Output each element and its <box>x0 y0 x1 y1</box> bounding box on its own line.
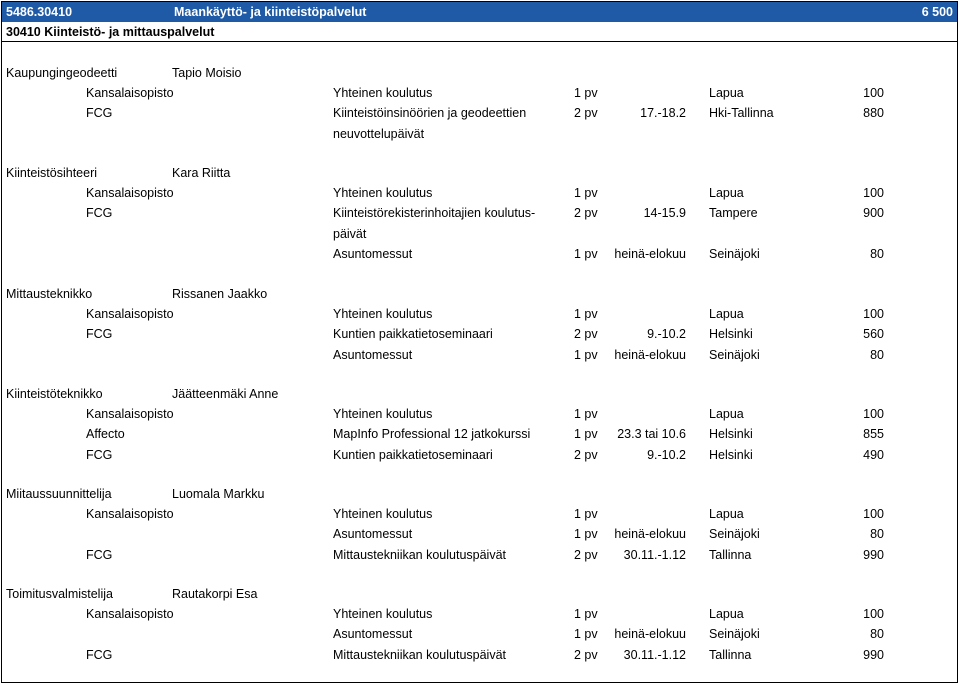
course-cell: Asuntomessut <box>333 246 413 261</box>
course-cell: MapInfo Professional 12 jatkokurssi <box>333 427 531 442</box>
cost-cell: 880 <box>863 106 884 121</box>
provider-cell: FCG <box>86 106 113 121</box>
person-name: Kara Riitta <box>172 166 231 180</box>
cost-cell: 855 <box>863 427 884 442</box>
course-cell: Yhteinen koulutus <box>333 507 433 522</box>
date-cell: 14-15.9 <box>643 206 686 221</box>
course-cell: Yhteinen koulutus <box>333 186 433 201</box>
cost-cell: 560 <box>863 327 884 342</box>
position-title: Mittausteknikko <box>6 287 93 301</box>
person-name: Tapio Moisio <box>172 66 242 80</box>
course-cell: Yhteinen koulutus <box>333 407 433 422</box>
subheader-title: 30410 Kiinteistö- ja mittauspalvelut <box>6 25 215 39</box>
cost-cell: 990 <box>863 647 884 662</box>
course-cell: Mittaustekniikan koulutuspäivät <box>333 547 507 562</box>
cost-cell: 100 <box>863 186 884 201</box>
place-cell: Lapua <box>709 86 744 101</box>
place-cell: Tallinna <box>709 647 752 662</box>
place-cell: Seinäjoki <box>709 627 760 642</box>
place-cell: Lapua <box>709 307 744 322</box>
cost-cell: 80 <box>870 347 884 362</box>
provider-cell: Kansalaisopisto <box>86 607 174 622</box>
cost-cell: 490 <box>863 447 884 462</box>
place-cell: Lapua <box>709 407 744 422</box>
duration-cell: 1 pv <box>574 186 598 201</box>
duration-cell: 1 pv <box>574 307 598 322</box>
place-cell: Helsinki <box>709 447 753 462</box>
provider-cell: Kansalaisopisto <box>86 507 174 522</box>
date-cell: 17.-18.2 <box>640 106 686 121</box>
cost-cell: 80 <box>870 246 884 261</box>
person-name: Jäätteenmäki Anne <box>172 387 279 401</box>
date-cell: heinä-elokuu <box>614 347 686 362</box>
duration-cell: 1 pv <box>574 86 598 101</box>
person-name: Luomala Markku <box>172 487 265 501</box>
duration-cell: 2 pv <box>574 327 598 342</box>
position-title: Kiinteistöteknikko <box>6 387 103 401</box>
date-cell: 9.-10.2 <box>647 327 686 342</box>
date-cell: 30.11.-1.12 <box>623 647 686 662</box>
cost-cell: 80 <box>870 527 884 542</box>
provider-cell: Kansalaisopisto <box>86 307 174 322</box>
header-code: 5486.30410 <box>6 5 73 19</box>
course-cell: Kuntien paikkatietoseminaari <box>333 327 493 342</box>
person-name: Rissanen Jaakko <box>172 287 268 301</box>
provider-cell: FCG <box>86 647 113 662</box>
header-total: 6 500 <box>921 5 953 19</box>
place-cell: Seinäjoki <box>709 347 760 362</box>
date-cell: heinä-elokuu <box>614 246 686 261</box>
duration-cell: 1 pv <box>574 347 598 362</box>
course-cell: Kuntien paikkatietoseminaari <box>333 447 493 462</box>
duration-cell: 2 pv <box>574 547 598 562</box>
duration-cell: 1 pv <box>574 527 598 542</box>
provider-cell: Kansalaisopisto <box>86 186 174 201</box>
place-cell: Helsinki <box>709 427 753 442</box>
course-cell-continued: päivät <box>333 226 367 241</box>
course-cell: Asuntomessut <box>333 627 413 642</box>
place-cell: Tallinna <box>709 547 752 562</box>
course-cell: Asuntomessut <box>333 347 413 362</box>
duration-cell: 2 pv <box>574 206 598 221</box>
duration-cell: 2 pv <box>574 106 598 121</box>
duration-cell: 1 pv <box>574 407 598 422</box>
course-cell: Asuntomessut <box>333 527 413 542</box>
duration-cell: 2 pv <box>574 447 598 462</box>
place-cell: Tampere <box>709 206 758 221</box>
duration-cell: 1 pv <box>574 607 598 622</box>
duration-cell: 2 pv <box>574 647 598 662</box>
provider-cell: FCG <box>86 206 113 221</box>
course-cell: Kiinteistöinsinöörien ja geodeettien <box>333 106 527 121</box>
duration-cell: 1 pv <box>574 246 598 261</box>
course-cell: Yhteinen koulutus <box>333 307 433 322</box>
cost-cell: 100 <box>863 507 884 522</box>
course-cell: Mittaustekniikan koulutuspäivät <box>333 647 507 662</box>
date-cell: heinä-elokuu <box>614 627 686 642</box>
provider-cell: FCG <box>86 327 113 342</box>
cost-cell: 80 <box>870 627 884 642</box>
duration-cell: 1 pv <box>574 427 598 442</box>
cost-cell: 100 <box>863 307 884 322</box>
course-cell: Kiinteistörekisterinhoitajien koulutus- <box>333 206 536 221</box>
position-title: Kaupungingeodeetti <box>6 66 118 80</box>
provider-cell: Affecto <box>86 427 125 442</box>
cost-cell: 990 <box>863 547 884 562</box>
person-name: Rautakorpi Esa <box>172 587 258 601</box>
header-row <box>2 2 957 22</box>
place-cell: Seinäjoki <box>709 246 760 261</box>
place-cell: Seinäjoki <box>709 527 760 542</box>
provider-cell: Kansalaisopisto <box>86 407 174 422</box>
date-cell: heinä-elokuu <box>614 527 686 542</box>
duration-cell: 1 pv <box>574 507 598 522</box>
place-cell: Lapua <box>709 186 744 201</box>
course-cell-continued: neuvottelupäivät <box>333 126 425 141</box>
cost-cell: 100 <box>863 407 884 422</box>
course-cell: Yhteinen koulutus <box>333 607 433 622</box>
cost-cell: 900 <box>863 206 884 221</box>
provider-cell: Kansalaisopisto <box>86 86 174 101</box>
cost-cell: 100 <box>863 607 884 622</box>
subheader-row <box>2 22 957 42</box>
position-title: Miitaussuunnittelija <box>6 487 112 501</box>
provider-cell: FCG <box>86 447 113 462</box>
date-cell: 23.3 tai 10.6 <box>617 427 686 442</box>
course-cell: Yhteinen koulutus <box>333 86 433 101</box>
date-cell: 30.11.-1.12 <box>623 547 686 562</box>
provider-cell: FCG <box>86 547 113 562</box>
place-cell: Lapua <box>709 607 744 622</box>
place-cell: Hki-Tallinna <box>709 106 774 121</box>
position-title: Kiinteistösihteeri <box>6 166 98 180</box>
date-cell: 9.-10.2 <box>647 447 686 462</box>
cost-cell: 100 <box>863 86 884 101</box>
duration-cell: 1 pv <box>574 627 598 642</box>
position-title: Toimitusvalmistelija <box>6 587 113 601</box>
header-title: Maankäyttö- ja kiinteistöpalvelut <box>174 5 367 19</box>
place-cell: Helsinki <box>709 327 753 342</box>
place-cell: Lapua <box>709 507 744 522</box>
